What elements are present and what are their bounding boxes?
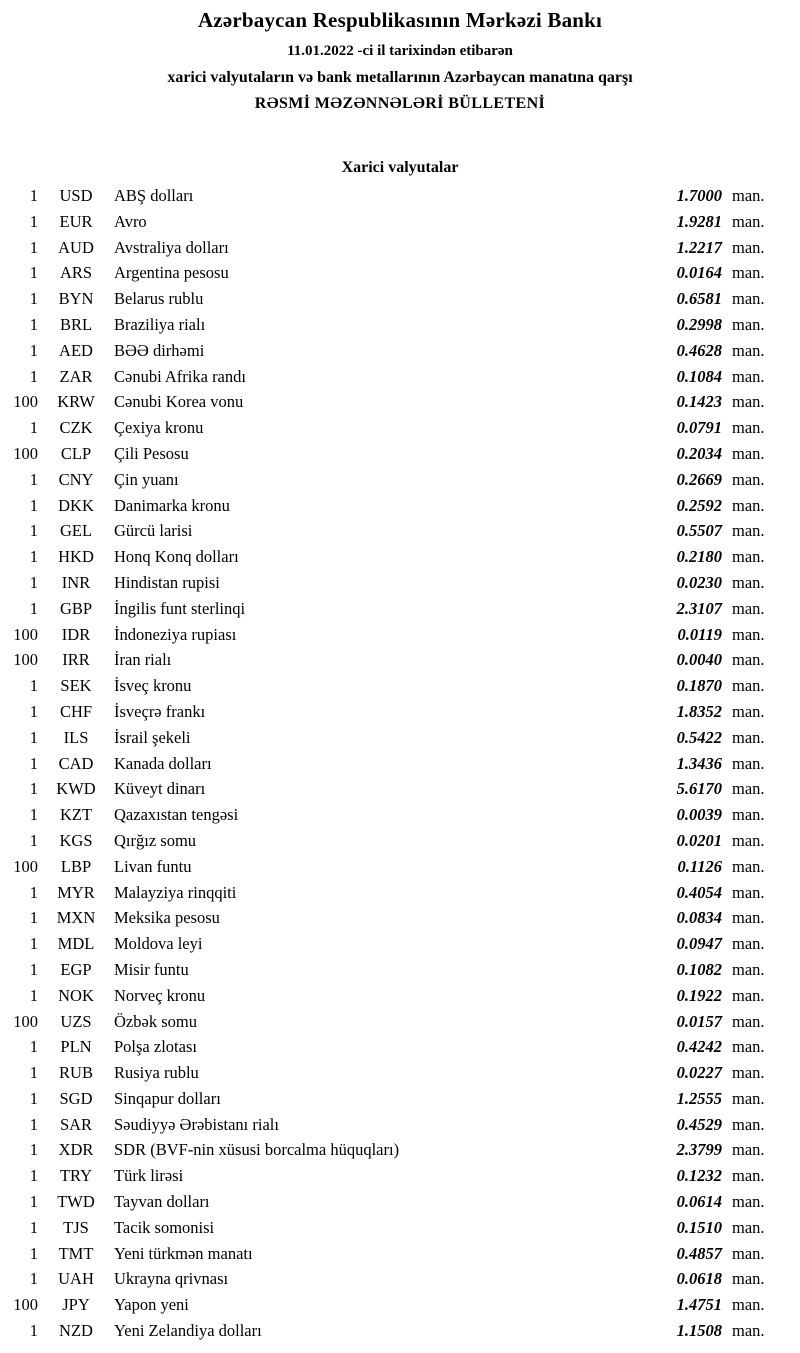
rate-qty: 1 (29, 340, 38, 360)
currency-name: Qazaxıstan tengəsi (114, 805, 239, 825)
rate-row (0, 699, 800, 725)
currency-code: TRY (59, 1166, 93, 1186)
rate-qty: 1 (29, 289, 38, 309)
currency-name: Tayvan dolları (114, 1192, 210, 1212)
bulletin-title: RƏSMİ MƏZƏNNƏLƏRİ BÜLLETENİ (254, 95, 546, 112)
currency-code: HKD (58, 547, 94, 567)
currency-name: Livan funtu (114, 856, 192, 876)
rate-value: 0.5507 (676, 521, 722, 541)
currency-name: Honq Konq dolları (114, 547, 239, 567)
rate-value: 0.2592 (676, 495, 722, 515)
rate-row (0, 905, 800, 931)
rate-value: 0.1082 (676, 959, 722, 979)
currency-code: MXN (56, 908, 96, 928)
currency-name: Cənubi Korea vonu (114, 392, 244, 412)
rate-row (0, 312, 800, 338)
currency-code: MDL (57, 934, 95, 954)
rate-row (0, 596, 800, 622)
rate-qty: 1 (29, 598, 38, 618)
rate-value: 2.3107 (676, 598, 722, 618)
rate-value: 0.5422 (676, 727, 722, 747)
currency-code: IRR (62, 650, 90, 670)
rate-qty: 1 (29, 418, 38, 438)
rate-row (0, 673, 800, 699)
rate-unit: man. (732, 1217, 765, 1237)
currency-name: Avstraliya dolları (114, 237, 229, 257)
rate-qty: 1 (29, 1114, 38, 1134)
rate-qty: 1 (29, 495, 38, 515)
rate-qty: 100 (13, 392, 38, 412)
rate-row (0, 1112, 800, 1138)
rate-qty: 1 (29, 676, 38, 696)
rate-qty: 1 (29, 701, 38, 721)
rate-unit: man. (732, 959, 765, 979)
rate-unit: man. (732, 443, 765, 463)
rate-unit: man. (732, 392, 765, 412)
currency-name: İsveç kronu (114, 676, 192, 696)
currency-name: ABŞ dolları (114, 186, 194, 205)
rate-unit: man. (732, 521, 765, 541)
rate-unit: man. (732, 1269, 765, 1289)
rate-value: 0.1922 (676, 985, 722, 1005)
currency-name: SDR (BVF-nin xüsusi borcalma hüquqları) (114, 1140, 400, 1160)
rate-value: 0.0040 (676, 650, 722, 670)
currency-name: Malayziya rinqqiti (114, 882, 237, 902)
currency-code: EUR (59, 211, 93, 231)
rate-value: 0.4242 (676, 1037, 722, 1057)
currency-name: İsveçrə frankı (114, 701, 206, 721)
rate-qty: 1 (29, 727, 38, 747)
rate-row (0, 235, 800, 261)
rate-qty: 1 (29, 1037, 38, 1057)
currency-code: SEK (60, 676, 92, 696)
rate-qty: 1 (29, 1217, 38, 1237)
currency-name: Cənubi Afrika randı (114, 366, 246, 386)
rate-unit: man. (732, 598, 765, 618)
rate-row (0, 1189, 800, 1215)
currency-code: INR (61, 572, 91, 592)
currency-code: KZT (59, 805, 93, 825)
rate-qty: 1 (29, 1243, 38, 1263)
currency-name: Braziliya rialı (114, 314, 206, 334)
rate-row (0, 1086, 800, 1112)
rate-unit: man. (732, 779, 765, 799)
rate-row (0, 1215, 800, 1241)
currency-code: UZS (60, 1011, 92, 1031)
rate-value: 0.0947 (676, 934, 722, 954)
rate-unit: man. (732, 263, 765, 283)
rate-row (0, 286, 800, 312)
rate-row (0, 544, 800, 570)
rate-unit: man. (732, 650, 765, 670)
rate-value: 1.2217 (676, 237, 722, 257)
rate-unit: man. (732, 985, 765, 1005)
rate-unit: man. (732, 1321, 765, 1341)
currency-name: Yeni Zelandiya dolları (114, 1321, 262, 1341)
rate-unit: man. (732, 1166, 765, 1186)
currency-name: İran rialı (114, 650, 172, 670)
rate-qty: 1 (29, 779, 38, 799)
currency-name: BƏƏ dirhəmi (114, 340, 205, 360)
rate-value: 0.0201 (676, 830, 722, 850)
rate-qty: 1 (29, 547, 38, 567)
currency-name: Türk lirəsi (114, 1166, 184, 1186)
rate-unit: man. (732, 186, 765, 205)
currency-code: BRL (59, 314, 93, 334)
rate-unit: man. (732, 211, 765, 231)
rate-unit: man. (732, 701, 765, 721)
rate-unit: man. (732, 495, 765, 515)
currency-name: İndoneziya rupiası (114, 624, 237, 644)
currency-code: IDR (61, 624, 91, 644)
rate-unit: man. (732, 1140, 765, 1160)
currency-code: BYN (58, 289, 94, 309)
rate-qty: 1 (29, 1192, 38, 1212)
rate-value: 1.1508 (676, 1321, 722, 1341)
rate-value: 0.0791 (676, 418, 722, 438)
currency-name: Hindistan rupisi (114, 572, 220, 592)
rate-qty: 1 (29, 830, 38, 850)
rate-row (0, 751, 800, 777)
currency-name: İngilis funt sterlinqi (114, 598, 246, 618)
rate-qty: 100 (13, 443, 38, 463)
rate-qty: 1 (29, 1140, 38, 1160)
currency-code: MYR (57, 882, 95, 902)
scope-line: xarici valyutaların və bank metallarının Azərbaycan manatına qarşı (167, 69, 633, 86)
rate-row (0, 854, 800, 880)
currency-name: Yeni türkmən manatı (114, 1243, 253, 1263)
currency-name: Danimarka kronu (114, 495, 230, 515)
rate-unit: man. (732, 830, 765, 850)
rate-row (0, 493, 800, 519)
rate-qty: 100 (13, 856, 38, 876)
rate-value: 0.0618 (676, 1269, 722, 1289)
rate-value: 0.1126 (677, 856, 722, 876)
rate-qty: 1 (29, 934, 38, 954)
rate-unit: man. (732, 1088, 765, 1108)
rate-unit: man. (732, 289, 765, 309)
currency-code: TMT (58, 1243, 94, 1263)
rate-qty: 100 (13, 1011, 38, 1031)
rate-unit: man. (732, 856, 765, 876)
currency-code: GEL (59, 521, 93, 541)
currency-code: DKK (58, 495, 94, 515)
rate-unit: man. (732, 418, 765, 438)
rate-unit: man. (732, 547, 765, 567)
rate-value: 0.4857 (676, 1243, 722, 1263)
rate-value: 0.2998 (676, 314, 722, 334)
rate-row (0, 389, 800, 415)
rate-row (0, 802, 800, 828)
rate-qty: 1 (29, 521, 38, 541)
rate-value: 0.0227 (676, 1063, 722, 1083)
currency-name: Belarus rublu (114, 289, 204, 309)
currency-code: KRW (57, 392, 95, 412)
rate-row (0, 1009, 800, 1035)
rate-unit: man. (732, 727, 765, 747)
rate-row (0, 725, 800, 751)
rate-unit: man. (732, 753, 765, 773)
rate-qty: 1 (29, 753, 38, 773)
rate-row (0, 441, 800, 467)
currency-name: Tacik somonisi (114, 1217, 215, 1237)
currency-name: Avro (114, 211, 147, 231)
rate-qty: 1 (29, 1088, 38, 1108)
currency-code: KWD (56, 779, 96, 799)
rate-row (0, 776, 800, 802)
rate-value: 0.4628 (676, 340, 722, 360)
rate-row (0, 1318, 800, 1344)
currency-code: CAD (58, 753, 94, 773)
currency-name: Yapon yeni (114, 1295, 189, 1315)
currency-code: NZD (59, 1321, 93, 1341)
section-title-foreign-currencies: Xarici valyutalar (341, 159, 459, 176)
currency-code: USD (59, 186, 93, 205)
rate-row (0, 880, 800, 906)
rate-row (0, 622, 800, 648)
currency-name: Polşa zlotası (114, 1037, 197, 1057)
currency-code: AED (59, 340, 93, 360)
currency-name: Gürcü larisi (114, 521, 193, 541)
rate-qty: 1 (29, 366, 38, 386)
currency-code: EGP (60, 959, 92, 979)
rate-row (0, 828, 800, 854)
rate-value: 0.1510 (676, 1217, 722, 1237)
currency-code: CHF (59, 701, 93, 721)
rate-value: 1.9281 (676, 211, 722, 231)
rate-qty: 1 (29, 882, 38, 902)
rate-unit: man. (732, 1192, 765, 1212)
rate-unit: man. (732, 237, 765, 257)
rate-value: 0.0614 (676, 1192, 722, 1212)
rate-value: 0.4054 (676, 882, 722, 902)
rate-row (0, 1163, 800, 1189)
effective-date-line: 11.01.2022 -ci il tarixindən etibarən (287, 43, 513, 59)
currency-name: Çili Pesosu (114, 443, 189, 463)
rate-value: 0.0230 (676, 572, 722, 592)
currency-code: LBP (60, 856, 92, 876)
currency-code: JPY (62, 1295, 90, 1315)
rate-qty: 1 (29, 211, 38, 231)
rate-value: 0.0834 (676, 908, 722, 928)
rate-qty: 1 (29, 805, 38, 825)
rate-unit: man. (732, 1011, 765, 1031)
rate-qty: 1 (29, 237, 38, 257)
rate-qty: 1 (29, 985, 38, 1005)
currency-name: Misir funtu (114, 959, 189, 979)
rate-value: 0.0157 (676, 1011, 722, 1031)
bank-title: Azərbaycan Respublikasının Mərkəzi Bankı (197, 8, 603, 32)
rate-qty: 1 (29, 959, 38, 979)
rate-value: 0.4529 (676, 1114, 722, 1134)
rate-row (0, 1292, 800, 1318)
currency-name: Qırğız somu (114, 830, 197, 850)
rate-row (0, 931, 800, 957)
rate-unit: man. (732, 908, 765, 928)
rate-unit: man. (732, 1295, 765, 1315)
currency-code: KGS (59, 830, 93, 850)
rate-value: 0.2034 (676, 443, 722, 463)
rate-unit: man. (732, 314, 765, 334)
rate-qty: 1 (29, 186, 38, 205)
rate-row (0, 338, 800, 364)
rate-unit: man. (732, 934, 765, 954)
currency-name: Çin yuanı (114, 469, 179, 489)
rate-row (0, 1137, 800, 1163)
rates-table (0, 183, 800, 1344)
rate-qty: 100 (13, 650, 38, 670)
rate-qty: 1 (29, 314, 38, 334)
rate-row (0, 1060, 800, 1086)
currency-code: CNY (58, 469, 94, 489)
currency-name: Kanada dolları (114, 753, 212, 773)
rate-row (0, 983, 800, 1009)
rate-row (0, 209, 800, 235)
currency-name: Sinqapur dolları (114, 1088, 221, 1108)
currency-code: UAH (58, 1269, 94, 1289)
currency-name: Çexiya kronu (114, 418, 204, 438)
currency-name: Rusiya rublu (114, 1063, 199, 1083)
rate-unit: man. (732, 1063, 765, 1083)
rate-row (0, 183, 800, 209)
currency-code: AUD (58, 237, 94, 257)
currency-code: SAR (59, 1114, 93, 1134)
rate-qty: 1 (29, 469, 38, 489)
rate-unit: man. (732, 1114, 765, 1134)
rate-unit: man. (732, 572, 765, 592)
rate-row (0, 1241, 800, 1267)
rate-unit: man. (732, 676, 765, 696)
rate-value: 1.8352 (676, 701, 722, 721)
rate-value: 0.6581 (676, 289, 722, 309)
rate-unit: man. (732, 1243, 765, 1263)
rate-unit: man. (732, 805, 765, 825)
rate-value: 1.4751 (676, 1295, 722, 1315)
rate-unit: man. (732, 624, 765, 644)
rate-qty: 1 (29, 1063, 38, 1083)
rate-value: 1.7000 (676, 186, 722, 205)
rate-value: 0.1870 (676, 676, 722, 696)
rate-qty: 1 (29, 1166, 38, 1186)
currency-code: ARS (59, 263, 93, 283)
rate-qty: 1 (29, 572, 38, 592)
rate-value: 0.1232 (676, 1166, 722, 1186)
currency-code: TJS (63, 1217, 89, 1237)
currency-code: GBP (59, 598, 93, 618)
rate-row (0, 518, 800, 544)
document-header (0, 0, 800, 113)
currency-name: Moldova leyi (114, 934, 203, 954)
currency-code: SGD (59, 1088, 93, 1108)
rate-value: 0.2180 (676, 547, 722, 567)
rate-row (0, 260, 800, 286)
rate-row (0, 570, 800, 596)
currency-name: Küveyt dinarı (114, 779, 206, 799)
rate-row (0, 647, 800, 673)
rate-qty: 100 (13, 624, 38, 644)
rate-row (0, 1034, 800, 1060)
rate-row (0, 415, 800, 441)
rate-value: 1.2555 (676, 1088, 722, 1108)
rate-value: 0.0039 (676, 805, 722, 825)
currency-code: CZK (59, 418, 93, 438)
rate-value: 0.0119 (677, 624, 722, 644)
currency-name: Norveç kronu (114, 985, 206, 1005)
currency-name: Özbək somu (114, 1011, 197, 1031)
currency-code: ILS (63, 727, 89, 747)
rate-unit: man. (732, 882, 765, 902)
rate-row (0, 1266, 800, 1292)
currency-name: Səudiyyə Ərəbistanı rialı (114, 1114, 279, 1134)
rate-value: 1.3436 (676, 753, 722, 773)
rate-value: 0.1423 (676, 392, 722, 412)
rate-value: 2.3799 (676, 1140, 722, 1160)
currency-name: Meksika pesosu (114, 908, 220, 928)
rate-value: 0.2669 (676, 469, 722, 489)
rate-qty: 100 (13, 1295, 38, 1315)
currency-code: ZAR (59, 366, 93, 386)
currency-name: Ukrayna qrivnası (114, 1269, 229, 1289)
rate-qty: 1 (29, 908, 38, 928)
currency-code: PLN (60, 1037, 92, 1057)
rate-unit: man. (732, 340, 765, 360)
currency-code: XDR (58, 1140, 94, 1160)
rate-unit: man. (732, 366, 765, 386)
rate-qty: 1 (29, 263, 38, 283)
currency-name: İsrail şekeli (114, 727, 191, 747)
currency-code: TWD (57, 1192, 95, 1212)
rate-qty: 1 (29, 1269, 38, 1289)
currency-code: CLP (60, 443, 92, 463)
rate-unit: man. (732, 469, 765, 489)
rate-value: 5.6170 (676, 779, 722, 799)
rate-row (0, 364, 800, 390)
rate-row (0, 957, 800, 983)
currency-code: NOK (58, 985, 94, 1005)
currency-name: Argentina pesosu (114, 263, 229, 283)
rate-value: 0.0164 (676, 263, 722, 283)
currency-code: RUB (59, 1063, 93, 1083)
rate-unit: man. (732, 1037, 765, 1057)
rate-qty: 1 (29, 1321, 38, 1341)
rate-row (0, 467, 800, 493)
rate-value: 0.1084 (676, 366, 722, 386)
